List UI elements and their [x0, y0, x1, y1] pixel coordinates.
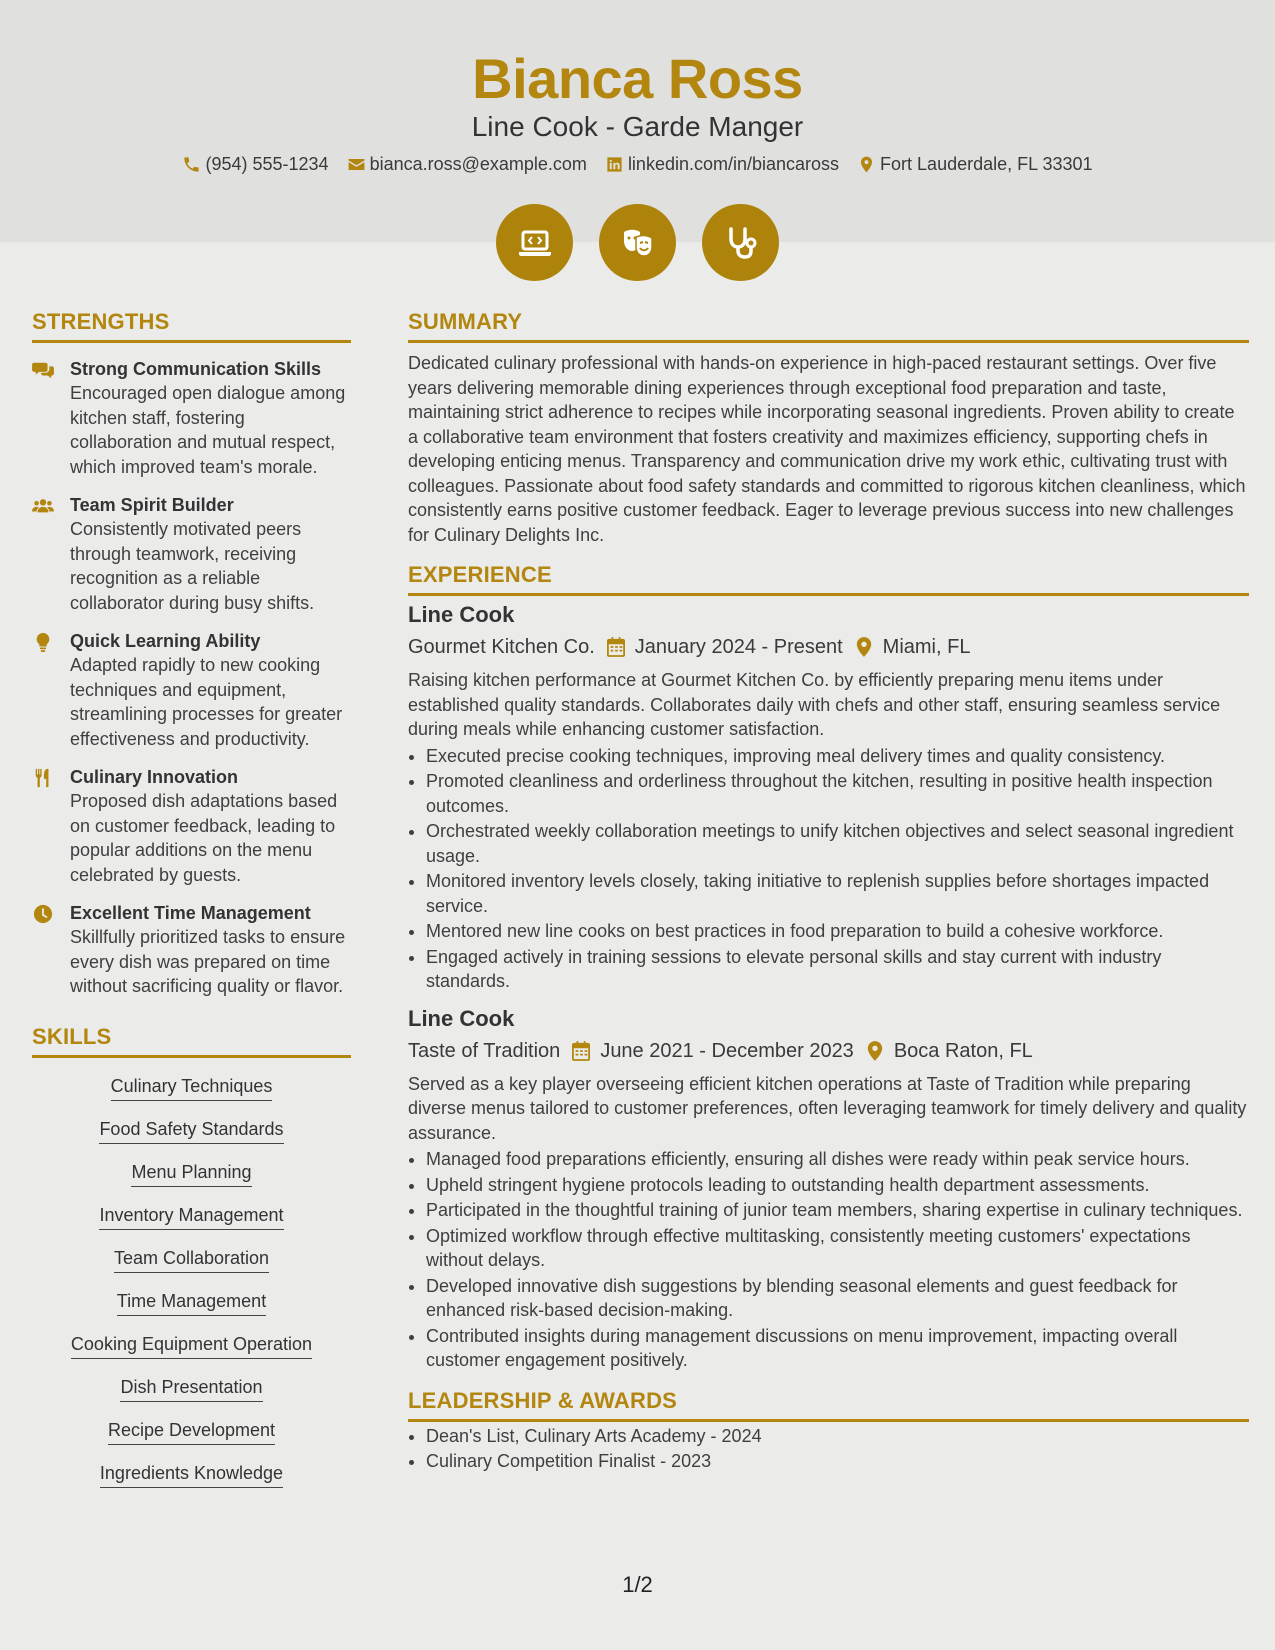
badge-icon-row [0, 204, 1275, 281]
stethoscope-icon [702, 204, 779, 281]
calendar-icon [607, 637, 625, 657]
location-text: Fort Lauderdale, FL 33301 [880, 154, 1093, 174]
candidate-role: Line Cook - Garde Manger [471, 111, 804, 142]
job-title: Line Cook [408, 1005, 515, 1031]
awards-list [408, 1424, 1249, 1474]
strength-item [32, 493, 351, 615]
job-meta [408, 1036, 1249, 1066]
phone-icon [182, 155, 201, 174]
calendar-icon [572, 1041, 590, 1061]
map-pin-icon [857, 155, 876, 174]
linkedin-text: linkedin.com/in/biancaross [627, 154, 840, 174]
map-pin-icon [855, 637, 873, 657]
strength-item [32, 357, 351, 479]
contact-email[interactable] [347, 151, 587, 177]
job-company: Taste of Tradition [408, 1039, 561, 1062]
skill-item: Time Management [117, 1289, 266, 1316]
candidate-name: Bianca Ross [472, 47, 803, 110]
skill-item: Inventory Management [99, 1203, 283, 1230]
list-item: • Promoted cleanliness and orderliness throughout the kitchen, resulting in positive health inspection outcomes. [426, 769, 1249, 818]
skills-list [32, 1068, 351, 1488]
lightbulb-icon [32, 632, 54, 652]
strength-title: Culinary Innovation [70, 767, 239, 787]
list-item: • Monitored inventory levels closely, taking initiative to replenish supplies before shortages impacted service. [426, 869, 1249, 918]
list-item: • Developed innovative dish suggestions by blending seasonal elements and guest feedback for enhanced risk-based decision-making. [426, 1274, 1249, 1323]
skill-item: Culinary Techniques [111, 1074, 273, 1101]
strength-desc: Skillfully prioritized tasks to ensure every dish was prepared on time without sacrificing quality or flavor. [70, 927, 346, 996]
skill-item: Team Collaboration [114, 1246, 269, 1273]
list-item: • Participated in the thoughtful training of junior team members, sharing expertise in culinary techniques. [426, 1198, 1249, 1223]
skill-item: Cooking Equipment Operation [71, 1332, 312, 1359]
theater-masks-icon [599, 204, 676, 281]
strength-item [32, 765, 351, 887]
strength-desc: Adapted rapidly to new cooking techniques and equipment, streamlining processes for greater effectiveness and productivity. [70, 655, 343, 749]
skill-item: Recipe Development [108, 1418, 275, 1445]
strength-item [32, 901, 351, 999]
strength-title: Team Spirit Builder [70, 495, 234, 515]
contact-location [857, 151, 1092, 177]
job-location: Boca Raton, FL [893, 1039, 1033, 1062]
job-description: Served as a key player overseeing efficient kitchen operations at Taste of Tradition while preparing diverse menus tailored to customer preferences, often leveraging teamwork for timely delivery and quality assurance. [408, 1073, 1247, 1143]
contact-phone[interactable] [182, 151, 328, 177]
envelope-icon [347, 155, 366, 174]
list-item: • Executed precise cooking techniques, improving meal delivery times and quality consistency. [426, 744, 1249, 769]
job-dates: January 2024 - Present [634, 636, 843, 658]
strength-title: Quick Learning Ability [70, 631, 261, 651]
strength-title: Strong Communication Skills [70, 359, 322, 379]
linkedin-icon [605, 155, 624, 174]
users-icon [32, 496, 54, 516]
job-entry [408, 600, 1249, 994]
job-entry [408, 1004, 1249, 1373]
job-dates: June 2021 - December 2023 [600, 1039, 854, 1062]
summary-text: Dedicated culinary professional with hands-on experience in high-paced restaurant settings. Over five years delivering memorable dining experiences through exceptional food preparation and taste, maintaining strict adherence to recipes while incorporating seasonal ingredients. Proven ability to create a collaborative team environment that fosters creativity and maximizes efficiency, supporting chefs in developing enticing menus. Transparency and communication drive my work ethic, cultivating trust with colleagues. Passionate about food safety standards and committed to rigorous kitchen cleanliness, which consistently earns positive customer feedback. Eager to leverage previous success into new challenges for Culinary Delights Inc. [408, 353, 1246, 545]
list-item: • Upheld stringent hygiene protocols leading to outstanding health department assessments. [426, 1173, 1249, 1198]
job-meta [408, 632, 1249, 662]
summary-heading: SUMMARY [408, 308, 1249, 343]
list-item: • Contributed insights during management discussions on menu improvement, impacting overall customer engagement positively. [426, 1324, 1249, 1373]
strength-desc: Proposed dish adaptations based on customer feedback, leading to popular additions on the menu celebrated by guests. [70, 791, 338, 885]
job-title: Line Cook [408, 602, 515, 627]
experience-heading: EXPERIENCE [408, 561, 1249, 596]
clock-icon [32, 904, 54, 924]
contact-linkedin[interactable] [605, 151, 839, 177]
job-bullets [408, 744, 1249, 994]
utensils-icon [32, 768, 54, 788]
job-bullets [408, 1147, 1249, 1373]
list-item: • Orchestrated weekly collaboration meetings to unify kitchen objectives and select seasonal ingredient usage. [426, 819, 1249, 868]
job-company: Gourmet Kitchen Co. [408, 636, 595, 658]
job-description: Raising kitchen performance at Gourmet Kitchen Co. by efficiently preparing menu items under established quality standards. Collaborates daily with chefs and other staff, ensuring seamless service during meals while enhancing customer satisfaction. [408, 670, 1221, 739]
comments-icon [32, 360, 54, 380]
strengths-heading: STRENGTHS [32, 308, 351, 343]
left-column [32, 308, 351, 1488]
phone-text: (954) 555-1234 [205, 154, 329, 174]
strength-item [32, 629, 351, 751]
strength-desc: Encouraged open dialogue among kitchen staff, fostering collaboration and mutual respect, which improved team's morale. [70, 383, 346, 477]
skill-item: Menu Planning [131, 1160, 251, 1187]
list-item: • Culinary Competition Finalist - 2023 [426, 1449, 1249, 1474]
job-location: Miami, FL [882, 636, 971, 658]
map-pin-icon [866, 1041, 884, 1061]
list-item: • Optimized workflow through effective multitasking, consistently meeting customers' expectations without delays. [426, 1224, 1249, 1273]
email-text: bianca.ross@example.com [369, 154, 587, 174]
skill-item: Ingredients Knowledge [100, 1461, 283, 1488]
strength-title: Excellent Time Management [70, 903, 311, 923]
contact-row [0, 151, 1275, 177]
page-number: 1/2 [622, 1572, 653, 1597]
list-item: • Dean's List, Culinary Arts Academy - 2024 [426, 1424, 1249, 1449]
list-item: • Mentored new line cooks on best practices in food preparation to build a cohesive workforce. [426, 919, 1249, 944]
laptop-code-icon [496, 204, 573, 281]
strength-desc: Consistently motivated peers through teamwork, receiving recognition as a reliable collaborator during busy shifts. [70, 519, 315, 613]
skill-item: Food Safety Standards [99, 1117, 283, 1144]
list-item: • Managed food preparations efficiently, ensuring all dishes were ready within peak service hours. [426, 1147, 1249, 1172]
skill-item: Dish Presentation [120, 1375, 262, 1402]
awards-heading: LEADERSHIP & AWARDS [408, 1387, 1249, 1422]
list-item: • Engaged actively in training sessions to elevate personal skills and stay current with industry standards. [426, 945, 1249, 994]
skills-heading: SKILLS [32, 1023, 351, 1058]
right-column [408, 308, 1249, 1475]
